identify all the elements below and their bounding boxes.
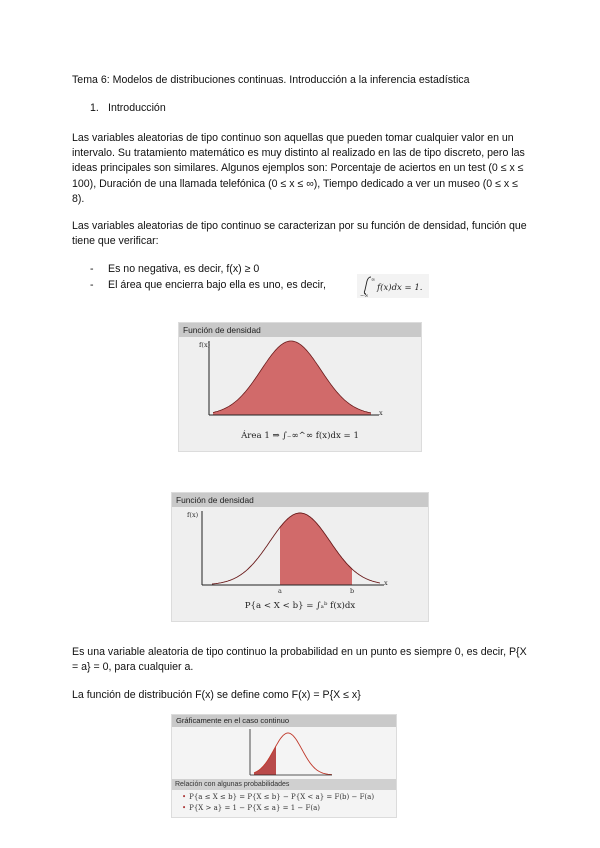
y-axis-label: f(x) [187, 511, 199, 519]
section-number: 1. [90, 102, 99, 114]
section-title: Introducción [108, 102, 166, 114]
paragraph-distribution-function: La función de distribución F(x) se define como F(x) = P{X ≤ x} [72, 689, 361, 701]
y-axis-label: f(x) [199, 341, 211, 349]
density-figure-1 [178, 322, 422, 452]
bullet-dash: - [90, 263, 94, 275]
formula-text: f(x)dx = 1. [377, 283, 423, 293]
relation-text: P{X > a} = 1 − P{X ≤ a} = 1 − F(a) [189, 804, 320, 812]
distribution-plot [172, 715, 396, 779]
bullet-text: El área que encierra bajo ella es uno, es decir, [108, 279, 326, 291]
bullet-dash: - [90, 279, 94, 291]
x-axis-label: x [384, 579, 388, 587]
figure-header: Gráficamente en el caso continuo [172, 715, 396, 727]
document-title: Tema 6: Modelos de distribuciones continuas. Introducción a la inferencia estadística [72, 74, 470, 86]
probability-relation [182, 804, 320, 812]
figure-caption: Área 1 ⇒ ∫₋∞^∞ f(x)dx = 1 [241, 431, 359, 441]
line-bullet: • [182, 804, 187, 812]
paragraph-density: Las variables aleatorias de tipo continuo se caracterizan por su función de densidad, función que tiene que verificar: [72, 220, 527, 248]
probability-area [280, 513, 352, 585]
integral-formula [357, 274, 429, 298]
section-heading [90, 102, 166, 114]
figure-header: Función de densidad [179, 323, 421, 337]
bullet-item [90, 263, 259, 275]
probability-relation [182, 793, 374, 801]
cumulative-area [254, 746, 276, 775]
b-label: b [350, 587, 355, 595]
figure-header: Función de densidad [172, 493, 428, 507]
distribution-figure [171, 714, 397, 818]
paragraph-intro: Las variables aleatorias de tipo continuo son aquellas que pueden tomar cualquier valor en un intervalo. Su tratamiento matemático es muy distinto al realizado en las de tipo discreto, pero las ideas principales son similares. Algunos ejemplos son: Porcentaje de aciertos en un test (0 ≤ x ≤ 100), Duración de una llamada telefónica (0 ≤ x ≤ ∞), Tiempo dedicado a ver un museo (0 ≤ x ≤ 8). [72, 132, 525, 205]
x-axis-label: x [379, 409, 383, 417]
bullet-text: Es no negativa, es decir, f(x) ≥ 0 [108, 263, 260, 275]
density-area [213, 341, 371, 415]
line-bullet: • [182, 793, 187, 801]
figure-caption: P{a < X < b} = ∫ₐᵇ f(x)dx [244, 601, 356, 611]
relation-text: P{a ≤ X ≤ b} = P{X ≤ b} − P{X < a} = F(b) − F(a) [189, 793, 375, 801]
svg-text:−∞: −∞ [360, 293, 369, 299]
bullet-item [90, 279, 326, 291]
paragraph-point-probability: Es una variable aleatoria de tipo continuo la probabilidad en un punto es siempre 0, es decir, P{X = a} = 0, para cualquier a. [72, 646, 527, 674]
figure-subheader: Relación con algunas probabilidades [172, 779, 396, 790]
svg-text:∞: ∞ [371, 277, 376, 283]
a-label: a [278, 587, 282, 595]
density-figure-2 [171, 492, 429, 622]
